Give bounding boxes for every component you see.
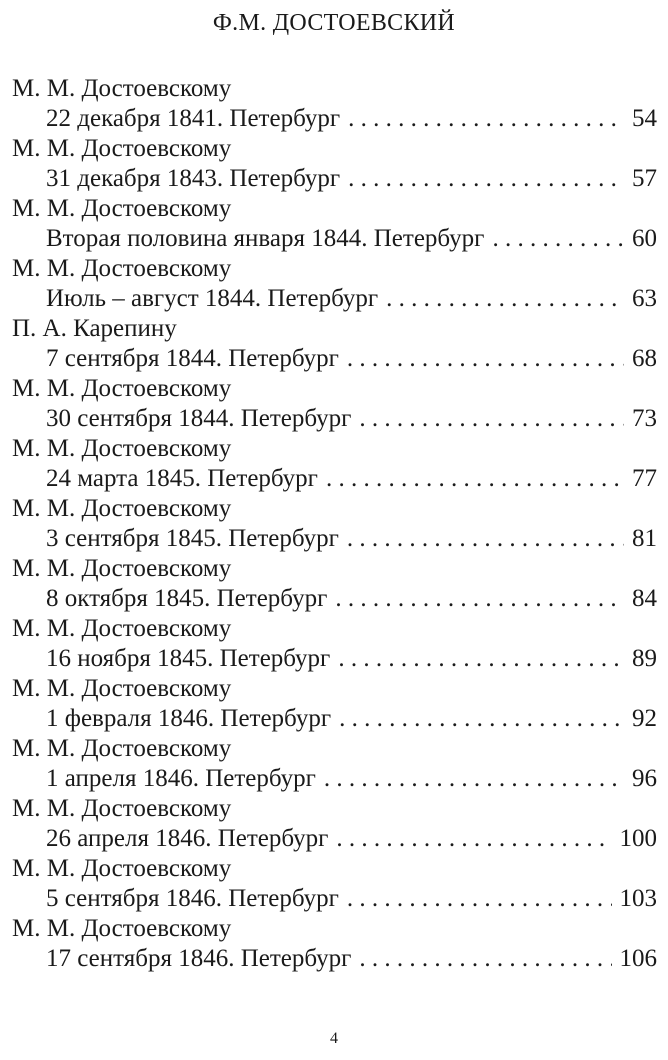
toc-entry-line <box>12 344 657 374</box>
toc-entry-recipient: М. М. Достоевскому <box>12 615 232 642</box>
dot-leader <box>326 464 624 494</box>
toc-entry-recipient: М. М. Достоевскому <box>12 375 232 402</box>
toc-entry-line <box>12 224 657 254</box>
toc-entry-page: 81 <box>632 525 657 552</box>
toc-entry-recipient: М. М. Достоевскому <box>12 135 232 162</box>
toc-entry-line <box>12 704 657 734</box>
toc-entry <box>12 314 657 374</box>
toc-entry-page: 106 <box>619 945 657 972</box>
toc-entry-line <box>12 464 657 494</box>
toc-entry-line <box>12 104 657 134</box>
toc-entry-page: 68 <box>632 345 657 372</box>
toc-entry <box>12 614 657 674</box>
dot-leader <box>335 584 624 614</box>
dot-leader <box>347 524 624 554</box>
dot-leader <box>348 104 624 134</box>
toc-entry-page: 100 <box>619 825 657 852</box>
toc-entry-recipient: М. М. Достоевскому <box>12 255 232 282</box>
toc-entry-page: 103 <box>619 885 657 912</box>
page-number: 4 <box>330 1030 338 1047</box>
toc-entry-line <box>12 944 657 974</box>
toc-entry-title: 3 сентября 1845. Петербург <box>46 525 339 552</box>
running-header: Ф.М. ДОСТОЕВСКИЙ <box>212 10 456 36</box>
toc-entry-title: 24 марта 1845. Петербург <box>46 465 318 492</box>
toc-entry-page: 63 <box>632 285 657 312</box>
dot-leader <box>359 944 611 974</box>
dot-leader <box>336 824 611 854</box>
dot-leader <box>492 224 624 254</box>
toc-entry <box>12 554 657 614</box>
toc-entry-title: Июль – август 1844. Петербург <box>46 285 379 312</box>
toc-entry <box>12 794 657 854</box>
toc-entry-title: 1 апреля 1846. Петербург <box>46 765 316 792</box>
toc-entry-line <box>12 644 657 674</box>
toc-entry-page: 60 <box>632 225 657 252</box>
toc-entry <box>12 854 657 914</box>
dot-leader <box>339 704 624 734</box>
toc-entry <box>12 254 657 314</box>
toc-entry <box>12 74 657 134</box>
toc-entry <box>12 494 657 554</box>
toc-entry-line <box>12 524 657 554</box>
toc-entry-title: 31 декабря 1843. Петербург <box>46 165 341 192</box>
toc-entry <box>12 194 657 254</box>
toc-entry-recipient: М. М. Достоевскому <box>12 675 232 702</box>
toc-entry-page: 54 <box>632 105 657 132</box>
toc-entry-recipient: М. М. Достоевскому <box>12 195 232 222</box>
toc-entry-title: 7 сентября 1844. Петербург <box>46 345 339 372</box>
dot-leader <box>348 164 624 194</box>
toc-entry-recipient: М. М. Достоевскому <box>12 75 232 102</box>
toc-entry-recipient: М. М. Достоевскому <box>12 855 232 882</box>
toc-entry-line <box>12 584 657 614</box>
toc-entry-title: 22 декабря 1841. Петербург <box>46 105 341 132</box>
toc-entry <box>12 674 657 734</box>
toc-entry-recipient: М. М. Достоевскому <box>12 495 232 522</box>
toc-entry-recipient: П. А. Карепину <box>12 315 177 342</box>
toc-entry-title: 5 сентября 1846. Петербург <box>46 885 339 912</box>
toc-entry-line <box>12 884 657 914</box>
toc-entry <box>12 134 657 194</box>
dot-leader <box>347 884 612 914</box>
toc-entry-line <box>12 824 657 854</box>
toc-entry-page: 96 <box>632 765 657 792</box>
dot-leader <box>338 644 624 674</box>
toc-entry-title: 30 сентября 1844. Петербург <box>46 405 352 432</box>
toc-entry-page: 92 <box>632 705 657 732</box>
toc-entry-line <box>12 764 657 794</box>
toc-entry-title: 1 февраля 1846. Петербург <box>46 705 332 732</box>
toc-entry-title: Вторая половина января 1844. Петербург <box>46 225 485 252</box>
toc-entry-line <box>12 164 657 194</box>
toc-entry-recipient: М. М. Достоевскому <box>12 555 232 582</box>
toc-entry-page: 89 <box>632 645 657 672</box>
toc-entry-page: 73 <box>632 405 657 432</box>
toc-entry-recipient: М. М. Достоевскому <box>12 735 232 762</box>
toc-entry <box>12 914 657 974</box>
toc-entry-title: 8 октября 1845. Петербург <box>46 585 328 612</box>
table-of-contents <box>12 74 657 974</box>
toc-entry-line <box>12 284 657 314</box>
toc-entry <box>12 434 657 494</box>
toc-entry-title: 26 апреля 1846. Петербург <box>46 825 329 852</box>
toc-entry-recipient: М. М. Достоевскому <box>12 435 232 462</box>
toc-entry-page: 77 <box>632 465 657 492</box>
toc-entry-recipient: М. М. Достоевскому <box>12 795 232 822</box>
toc-entry <box>12 374 657 434</box>
dot-leader <box>324 764 624 794</box>
toc-entry-title: 16 ноября 1845. Петербург <box>46 645 331 672</box>
toc-entry-title: 17 сентября 1846. Петербург <box>46 945 352 972</box>
toc-entry-recipient: М. М. Достоевскому <box>12 915 232 942</box>
dot-leader <box>386 284 624 314</box>
dot-leader <box>359 404 624 434</box>
toc-entry <box>12 734 657 794</box>
toc-entry-page: 57 <box>632 165 657 192</box>
toc-entry-line <box>12 404 657 434</box>
dot-leader <box>347 344 624 374</box>
toc-entry-page: 84 <box>632 585 657 612</box>
